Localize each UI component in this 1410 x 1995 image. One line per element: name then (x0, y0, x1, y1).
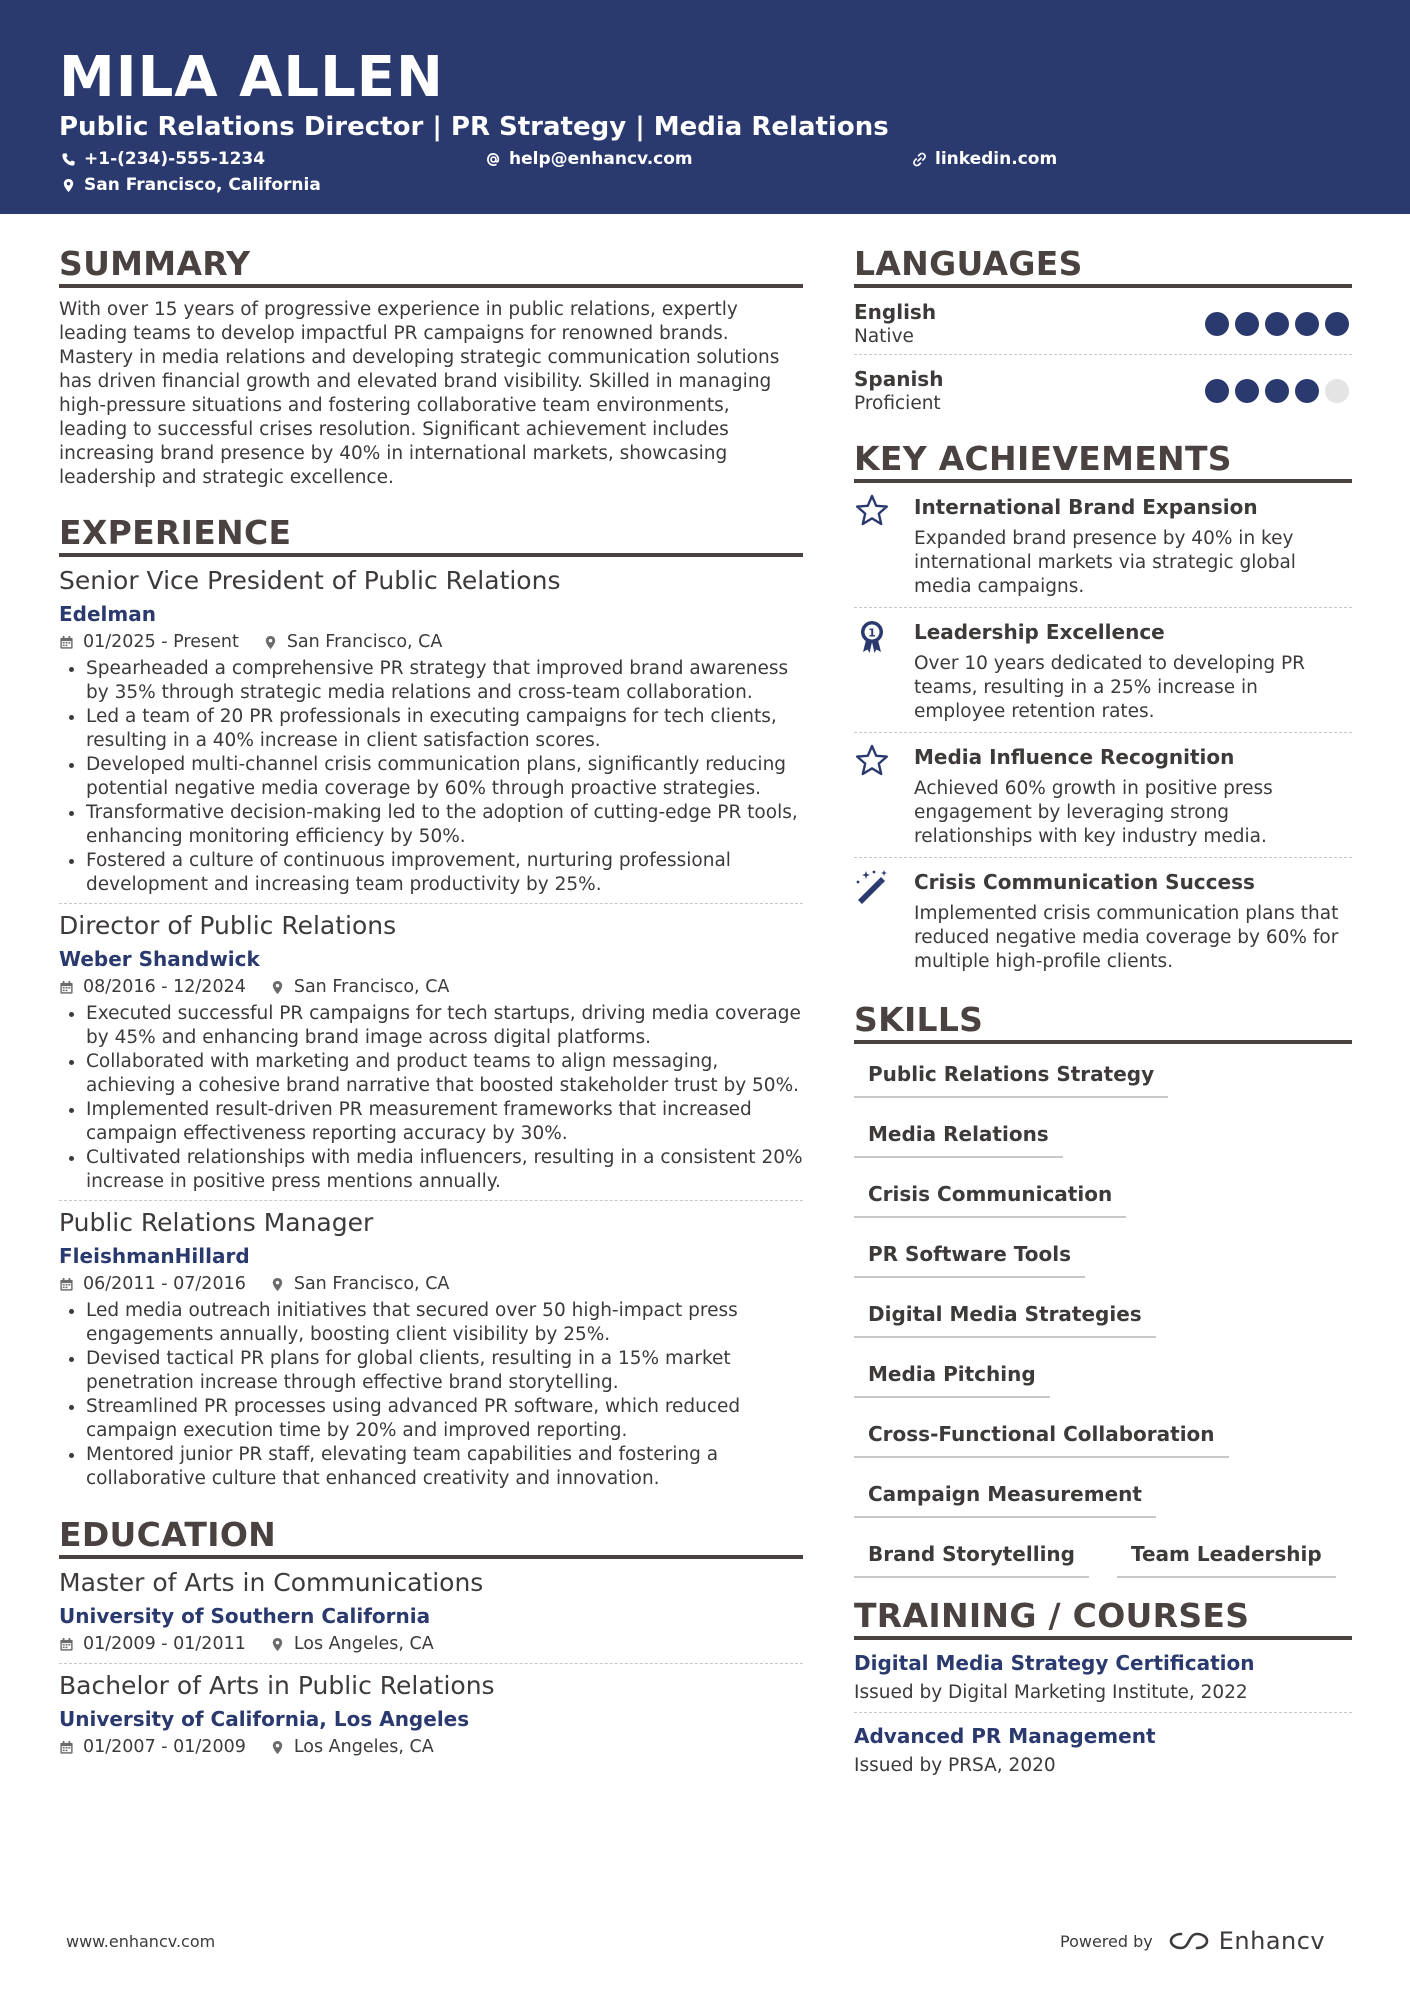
job-bullet: • Executed successful PR campaigns for tech startups, driving media coverage by 45% and enhancing brand image across digital platforms. (86, 1002, 803, 1050)
course-issuer: Issued by Digital Marketing Institute, 2022 (854, 1682, 1248, 1703)
achievement-desc: Implemented crisis communication plans that reduced negative media coverage by 60% for multiple high-profile clients. (914, 903, 1339, 972)
rating-dot-filled (1265, 312, 1289, 336)
rating-dot-filled (1205, 312, 1229, 336)
achievement-icon-wrap (854, 493, 896, 599)
job-dates-text: 06/2011 - 07/2016 (83, 1274, 246, 1294)
course-item (854, 1713, 1352, 1785)
edu-degree: Bachelor of Arts in Public Relations (59, 1671, 495, 1700)
language-row (854, 355, 1352, 421)
job-company: Weber Shandwick (59, 947, 260, 971)
rating-dot-filled (1205, 379, 1229, 403)
edu-dates-text: 01/2009 - 01/2011 (83, 1634, 246, 1654)
link-icon (912, 152, 927, 167)
job-location (270, 974, 450, 1000)
job-bullet: • Devised tactical PR plans for global clients, resulting in a 15% market penetration increase through effective brand storytelling. (86, 1347, 803, 1395)
job-location-text: San Francisco, CA (293, 1274, 450, 1294)
rating-dot-filled (1295, 379, 1319, 403)
magic-wand-icon (854, 868, 890, 904)
header-banner (0, 0, 1410, 214)
brand-logo[interactable] (1167, 1927, 1325, 1955)
job-bullet: • Cultivated relationships with media influencers, resulting in a consistent 20% increase in positive press mentions annually. (86, 1146, 803, 1194)
edu-dates (59, 1631, 246, 1657)
footer-website[interactable]: www.enhancv.com (66, 1932, 216, 1951)
language-rating (1205, 379, 1349, 403)
job-bullet: • Streamlined PR processes using advanced PR software, which reduced campaign execution time by 20% and improved reporting. (86, 1395, 803, 1443)
powered-by-label: Powered by (1060, 1931, 1153, 1951)
calendar-icon (59, 635, 74, 650)
edu-meta (59, 1631, 803, 1657)
achievements-heading: KEY ACHIEVEMENTS (854, 439, 1352, 483)
svg-text:1: 1 (868, 626, 876, 640)
edu-location (270, 1631, 434, 1657)
achievement-icon-wrap (854, 868, 896, 974)
language-info (854, 299, 936, 349)
job-role: Senior Vice President of Public Relations (59, 566, 561, 595)
achievement-item (854, 608, 1352, 733)
achievement-item (854, 483, 1352, 608)
footer-branding (1060, 1927, 1325, 1955)
skill-tag: Crisis Communication (854, 1180, 1126, 1218)
award-ribbon-icon (854, 618, 890, 654)
skill-tag: PR Software Tools (854, 1240, 1085, 1278)
achievement-body (914, 493, 1352, 599)
experience-entry (59, 1207, 803, 1497)
linkedin-contact[interactable] (912, 148, 1057, 170)
experience-heading: EXPERIENCE (59, 513, 803, 557)
skills-list (854, 1060, 1352, 1600)
star-icon (854, 493, 890, 529)
phone-text: +1-(234)-555-1234 (84, 149, 266, 169)
edu-location (270, 1734, 434, 1760)
job-bullets (59, 657, 803, 897)
job-company: Edelman (59, 602, 156, 626)
job-location-text: San Francisco, CA (286, 632, 443, 652)
summary-heading: SUMMARY (59, 244, 803, 288)
right-column (854, 244, 1352, 1785)
calendar-icon (59, 980, 74, 995)
job-dates-text: 08/2016 - 12/2024 (83, 977, 246, 997)
job-location-text: San Francisco, CA (293, 977, 450, 997)
linkedin-text: linkedin.com (935, 149, 1058, 169)
job-dates (59, 1271, 246, 1297)
job-dates-text: 01/2025 - Present (83, 632, 239, 652)
candidate-name: MILA ALLEN (59, 45, 444, 110)
left-column (59, 244, 803, 1772)
summary-text: With over 15 years of progressive experience in public relations, expertly leading teams to develop impactful PR campaigns for renowned brands. Mastery in media relations and developing strategic communication solutions has driven financial growth and elevated brand visibility. Skilled in managing high-pressure situations and fostering collaborative team environments, leading to successful crises resolution. Significant achievement includes increasing brand presence by 40% in international markets, showcasing leadership and strategic excellence. (59, 299, 780, 488)
skill-tag: Team Leadership (1117, 1540, 1336, 1578)
skill-tag: Digital Media Strategies (854, 1300, 1156, 1338)
language-level: Proficient (854, 393, 941, 414)
location-pin-icon (270, 1277, 285, 1292)
achievements-list (854, 483, 1352, 982)
rating-dot-filled (1325, 312, 1349, 336)
language-rating (1205, 312, 1349, 336)
job-role: Director of Public Relations (59, 911, 397, 940)
job-location (263, 629, 443, 655)
job-bullet: • Led media outreach initiatives that secured over 50 high-impact press engagements annually, boosting client visibility by 25%. (86, 1299, 803, 1347)
candidate-title: Public Relations Director | PR Strategy | Media Relations (59, 112, 889, 142)
achievement-item (854, 733, 1352, 858)
location-text: San Francisco, California (84, 175, 321, 195)
achievement-icon-wrap (854, 618, 896, 724)
calendar-icon (59, 1637, 74, 1652)
education-entry (59, 1670, 803, 1766)
location-pin-icon (270, 1637, 285, 1652)
course-item (854, 1640, 1352, 1713)
rating-dot-filled (1265, 379, 1289, 403)
job-company: FleishmanHillard (59, 1244, 250, 1268)
achievement-title: Crisis Communication Success (914, 870, 1255, 894)
job-dates (59, 629, 239, 655)
phone-contact[interactable] (61, 148, 265, 170)
job-bullet: • Collaborated with marketing and product teams to align messaging, achieving a cohesive brand narrative that boosted stakeholder trust by 50%. (86, 1050, 803, 1098)
skill-tag: Brand Storytelling (854, 1540, 1089, 1578)
job-bullet: • Implemented result-driven PR measurement frameworks that increased campaign effectiveness reporting accuracy by 30%. (86, 1098, 803, 1146)
achievement-title: International Brand Expansion (914, 495, 1258, 519)
skill-tag: Campaign Measurement (854, 1480, 1156, 1518)
languages-list (854, 288, 1352, 421)
job-meta (59, 974, 803, 1000)
edu-degree: Master of Arts in Communications (59, 1568, 484, 1597)
job-bullets (59, 1002, 803, 1194)
email-text: help@enhancv.com (509, 149, 693, 169)
calendar-icon (59, 1277, 74, 1292)
skill-tag: Media Relations (854, 1120, 1063, 1158)
experience-entry (59, 910, 803, 1201)
phone-icon (61, 152, 76, 167)
job-bullet: • Mentored junior PR staff, elevating team capabilities and fostering a collaborative culture that enhanced creativity and innovation. (86, 1443, 803, 1491)
achievement-title: Media Influence Recognition (914, 745, 1235, 769)
job-meta (59, 1271, 803, 1297)
location-pin-icon (61, 178, 76, 193)
education-entry (59, 1567, 803, 1664)
job-location (270, 1271, 450, 1297)
education-heading: EDUCATION (59, 1515, 803, 1559)
at-icon (486, 152, 501, 167)
course-title: Advanced PR Management (854, 1724, 1156, 1748)
education-list (59, 1567, 803, 1766)
course-issuer: Issued by PRSA, 2020 (854, 1755, 1056, 1776)
rating-dot-empty (1325, 379, 1349, 403)
achievement-body (914, 743, 1352, 849)
edu-school: University of Southern California (59, 1604, 431, 1628)
achievement-desc: Achieved 60% growth in positive press engagement by leveraging strong relationships with key industry media. (914, 778, 1273, 847)
email-contact[interactable] (486, 148, 693, 170)
edu-school: University of California, Los Angeles (59, 1707, 470, 1731)
location-pin-icon (270, 980, 285, 995)
training-heading: TRAINING / COURSES (854, 1596, 1352, 1640)
language-name: Spanish (854, 367, 944, 391)
skill-tag: Cross-Functional Collaboration (854, 1420, 1229, 1458)
job-role: Public Relations Manager (59, 1208, 374, 1237)
job-dates (59, 974, 246, 1000)
experience-entry (59, 565, 803, 904)
job-bullet: • Developed multi-channel crisis communication plans, significantly reducing potential negative media coverage by 60% through proactive strategies. (86, 753, 803, 801)
edu-location-text: Los Angeles, CA (293, 1634, 434, 1654)
job-bullet: • Led a team of 20 PR professionals in executing campaigns for tech clients, resulting in a 40% increase in client satisfaction scores. (86, 705, 803, 753)
rating-dot-filled (1235, 379, 1259, 403)
achievement-desc: Expanded brand presence by 40% in key international markets via strategic global media campaigns. (914, 528, 1296, 597)
language-row (854, 288, 1352, 355)
skill-tag: Media Pitching (854, 1360, 1050, 1398)
achievement-icon-wrap (854, 743, 896, 849)
edu-dates-text: 01/2007 - 01/2009 (83, 1737, 246, 1757)
language-name: English (854, 300, 937, 324)
achievement-desc: Over 10 years dedicated to developing PR teams, resulting in a 25% increase in employee retention rates. (914, 653, 1305, 722)
achievement-item (854, 858, 1352, 982)
experience-list (59, 565, 803, 1497)
training-list (854, 1640, 1352, 1785)
job-bullet: • Fostered a culture of continuous improvement, nurturing professional development and increasing team productivity by 25%. (86, 849, 803, 897)
achievement-title: Leadership Excellence (914, 620, 1165, 644)
location-pin-icon (263, 635, 278, 650)
achievement-body (914, 618, 1352, 724)
star-icon (854, 743, 890, 779)
job-bullet: • Spearheaded a comprehensive PR strategy that improved brand awareness by 35% through strategic media relations and cross-team collaboration. (86, 657, 803, 705)
location-pin-icon (270, 1740, 285, 1755)
rating-dot-filled (1295, 312, 1319, 336)
language-level: Native (854, 326, 914, 347)
edu-meta (59, 1734, 803, 1760)
edu-location-text: Los Angeles, CA (293, 1737, 434, 1757)
rating-dot-filled (1235, 312, 1259, 336)
achievement-body (914, 868, 1352, 974)
calendar-icon (59, 1740, 74, 1755)
skills-heading: SKILLS (854, 1000, 1352, 1044)
language-info (854, 366, 943, 416)
edu-dates (59, 1734, 246, 1760)
location-contact (61, 174, 321, 196)
skill-tag: Public Relations Strategy (854, 1060, 1168, 1098)
brand-name: Enhancv (1218, 1927, 1326, 1955)
job-meta (59, 629, 803, 655)
course-title: Digital Media Strategy Certification (854, 1651, 1255, 1675)
enhancv-logo-icon (1167, 1930, 1211, 1952)
languages-heading: LANGUAGES (854, 244, 1352, 288)
job-bullets (59, 1299, 803, 1491)
job-bullet: • Transformative decision-making led to the adoption of cutting-edge PR tools, enhancing monitoring efficiency by 50%. (86, 801, 803, 849)
